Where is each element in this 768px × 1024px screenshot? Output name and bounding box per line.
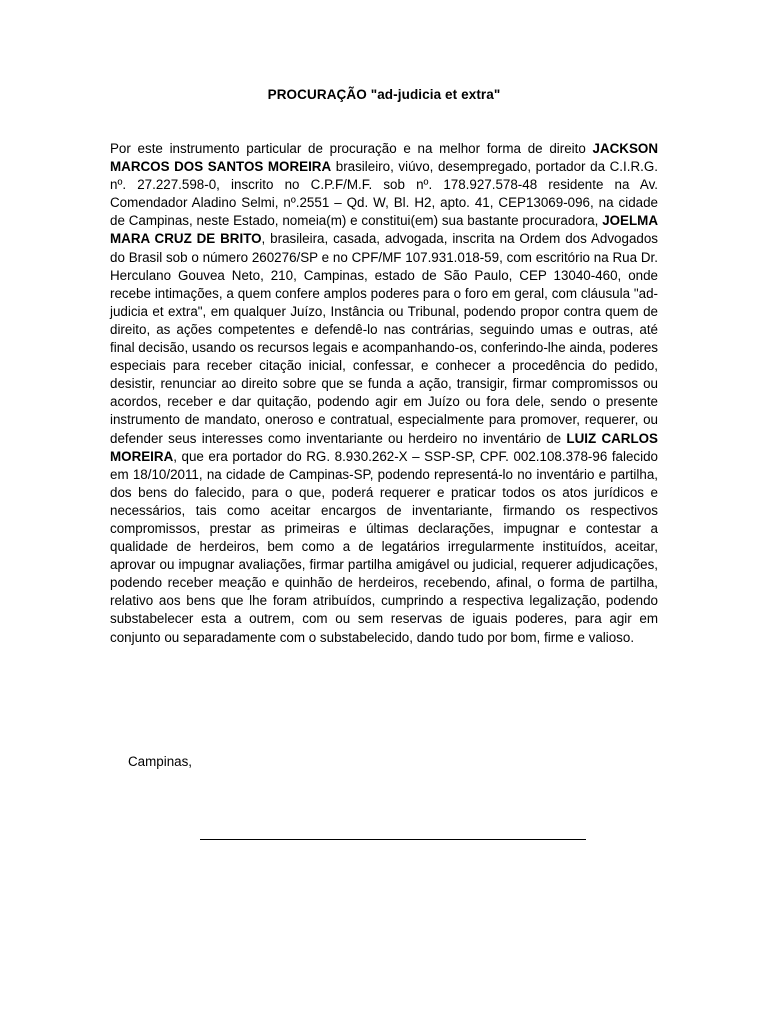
body-text-segment: Por este instrumento particular de procuração e na melhor forma de direito — [110, 141, 593, 156]
deceased-name: LUIZ CARLOS MOREIRA — [110, 430, 658, 464]
place-date-line: Campinas, — [128, 754, 193, 769]
body-text-segment: brasileiro, viúvo, desempregado, portador da C.I.R.G. nº. 27.227.598-0, inscrito no C.P.F/M.F. sob nº. 178.927.578-48 residente na Av. Comendador Aladino Selmi, nº.2551 – Qd. W, Bl. H2, apto. 41, CEP13069-096, na cidade de Campinas, neste Estado, nomeia(m) e constitui(em) sua bastante procuradora, — [110, 159, 658, 229]
attorney-name: JOELMA MARA CRUZ DE BRITO — [110, 213, 658, 247]
grantor-name: JACKSON MARCOS DOS SANTOS MOREIRA — [110, 141, 658, 175]
body-text-segment: , que era portador do RG. 8.930.262-X – SSP-SP, CPF. 002.108.378-96 falecido em 18/10/2011, na cidade de Campinas-SP, podendo representá-lo no inventário e partilha, dos bens do falecido, para o que, poderá requerer e praticar todos os atos jurídicos e necessários, tais como aceitar encargos de inventariante, firmando os respectivos compromissos, prestar as primeiras e últimas declarações, impugnar e contestar a qualidade de herdeiros, bem como a de legatários irregularmente instituídos, aceitar, aprovar ou impugnar avaliações, firmar partilha amigável ou judicial, requerer adjudicações, podendo receber meação e quinhão de herdeiros, recebendo, afinal, o forma de partilha, relativo aos bens que lhe foram atribuídos, cumprindo a respectiva legalização, podendo substabelecer esta a outrem, com ou sem reservas de iguais poderes, para agir em conjunto ou separadamente com o substabelecido, dando tudo por bom, firme e valioso. — [110, 448, 658, 645]
signature-line — [200, 839, 586, 840]
body-text-segment: , brasileira, casada, advogada, inscrita na Ordem dos Advogados do Brasil sob o número 260276/SP e no CPF/MF 107.931.018-59, com escritório na Rua Dr. Herculano Gouvea Neto, 210, Campinas, estado de São Paulo, CEP 13040-460, onde recebe intimações, a quem confere amplos poderes para o foro em geral, com cláusula "ad-judicia et extra", em qualquer Juízo, Instância ou Tribunal, podendo propor contra quem de direito, as ações competentes e defendê-lo nas contrárias, seguindo umas e outras, até final decisão, usando os recursos legais e acompanhando-os, conferindo-lhe ainda, poderes especiais para receber citação inicial, confessar, e conhecer a procedência do pedido, desistir, renunciar ao direito sobre que se funda a ação, transigir, firmar compromissos ou acordos, receber e dar quitação, podendo agir em Juízo ou fora dele, sendo o presente instrumento de mandato, oneroso e contratual, especialmente para promover, requerer, ou defender seus interesses como inventariante ou herdeiro no inventário de — [110, 231, 658, 446]
document-body — [110, 140, 658, 647]
document-title: PROCURAÇÃO "ad-judicia et extra" — [267, 87, 501, 102]
